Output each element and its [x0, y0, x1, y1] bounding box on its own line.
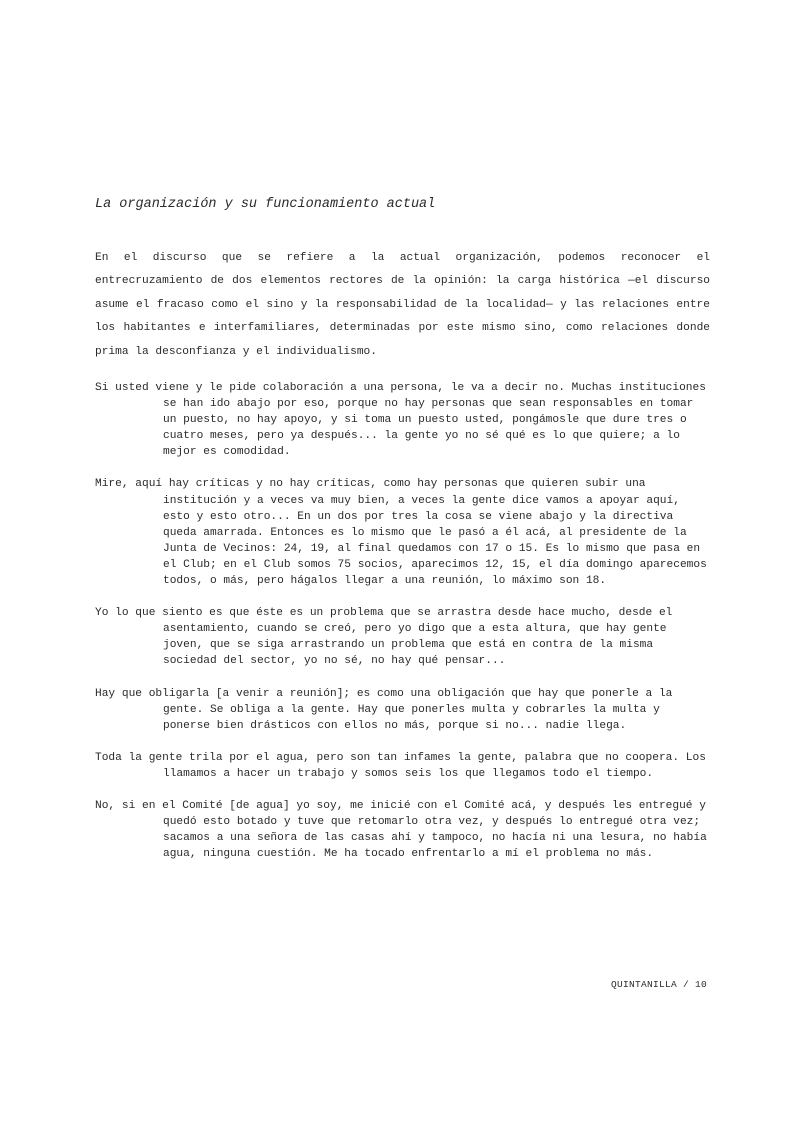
quote-paragraph: Hay que obligarla [a venir a reunión]; es como una obligación que hay que ponerle a la gente. Se obliga a la gente. Hay que ponerles multa y cobrarles la multa y ponerse bien drásticos con ellos no más, porque si no... nadie llega. [95, 687, 673, 732]
testimony-quotes [95, 380, 710, 878]
quote-paragraph: Mire, aquí hay críticas y no hay críticas, como hay personas que quieren subir una institución y a veces va muy bien, a veces la gente dice vamos a apoyar aquí, esto y esto otro... En un dos por tres la cosa se viene abajo y la directiva queda amarrada. Entonces es lo mismo que le pasó a él acá, al presidente de la Junta de Vecinos: 24, 19, al final quedamos con 17 o 15. Es lo mismo que pasa en el Club; en el Club somos 75 socios, aparecimos 12, 15, el día domingo aparecemos todos, o más, pero hágalos llegar a una reunión, lo máximo son 18. [95, 478, 707, 588]
page-footer-running-head: QUINTANILLA / 10 [610, 979, 707, 990]
quote-paragraph: Yo lo que siento es que éste es un problema que se arrastra desde hace mucho, desde el asentamiento, cuando se creó, pero yo digo que a esta altura, que hay gente joven, que se siga arrastrando un problema que está en contra de la misma sociedad del sector, yo no sé, no hay qué pensar... [95, 607, 673, 668]
quote-paragraph: Si usted viene y le pide colaboración a una persona, le va a decir no. Muchas instituciones se han ido abajo por eso, porque no hay personas que sean responsables en tomar un puesto, no hay apoyo, y si toma un puesto usted, pongámosle que dure tres o cuatro meses, pero ya después... la gente yo no sé qué es lo que quiere; a lo mejor es comodidad. [95, 382, 706, 459]
intro-paragraph: En el discurso que se refiere a la actual organización, podemos reconocer el entrecruzamiento de dos elementos rectores de la opinión: la carga histórica —el discurso asume el fracaso como el sino y la responsabilidad de la localidad— y las relaciones entre los habitantes e interfamiliares, determinadas por este mismo sino, como relaciones donde prima la desconfianza y el individualismo. [95, 252, 710, 358]
quote-paragraph: Toda la gente trila por el agua, pero son tan infames la gente, palabra que no coopera. Los llamamos a hacer un trabajo y somos seis los que llegamos todo el tiempo. [95, 751, 706, 780]
quote-paragraph: No, si en el Comité [de agua] yo soy, me inicié con el Comité acá, y después les entregué y quedó esto botado y tuve que retomarlo otra vez, y después lo entregué otra vez; sacamos a una señora de las casas ahí y tampoco, no hacía ni una lesura, no había agua, ninguna cuestión. Me ha tocado enfrentarlo a mí el problema no más. [95, 799, 707, 861]
section-title: La organización y su funcionamiento actual [95, 197, 436, 212]
